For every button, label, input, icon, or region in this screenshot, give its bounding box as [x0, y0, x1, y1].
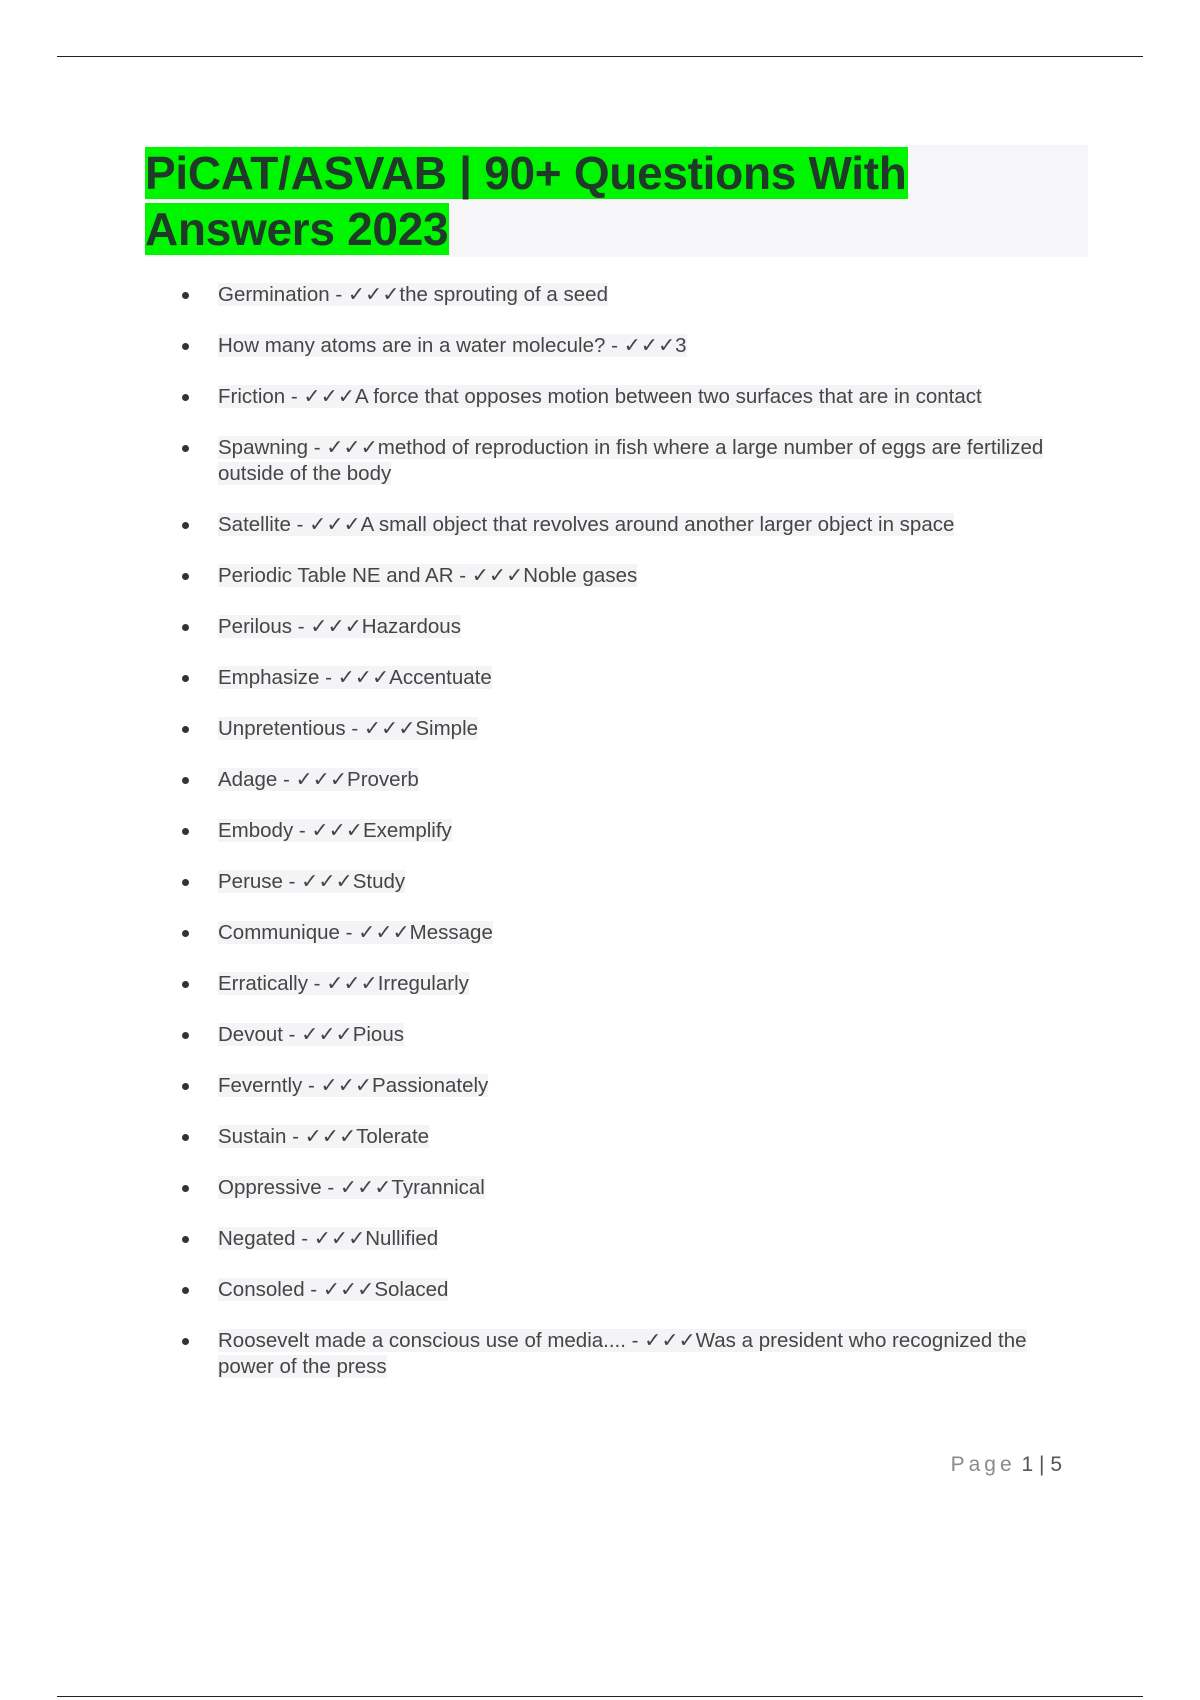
- qa-text: Adage - ✓✓✓Proverb: [218, 768, 419, 791]
- list-item: [145, 1226, 1088, 1252]
- bullet-icon: [182, 828, 189, 835]
- qa-text: Periodic Table NE and AR - ✓✓✓Noble gases: [218, 564, 638, 587]
- qa-text: Feverntly - ✓✓✓Passionately: [218, 1074, 489, 1097]
- list-item: [145, 1124, 1088, 1150]
- list-item: [145, 1022, 1088, 1048]
- list-item: [145, 1277, 1088, 1303]
- list-item: [145, 563, 1088, 589]
- bullet-icon: [182, 1287, 189, 1294]
- list-item: [145, 665, 1088, 691]
- bullet-icon: [182, 726, 189, 733]
- list-item: [145, 282, 1088, 308]
- list-item: [145, 333, 1088, 359]
- qa-text: Unpretentious - ✓✓✓Simple: [218, 717, 479, 740]
- qa-text: Satellite - ✓✓✓A small object that revolves around another larger object in space: [218, 513, 955, 536]
- title-line-1: PiCAT/ASVAB | 90+ Questions With: [145, 147, 907, 199]
- qa-text: Peruse - ✓✓✓Study: [218, 870, 406, 893]
- qa-text: Embody - ✓✓✓Exemplify: [218, 819, 452, 842]
- document-title: [145, 145, 1088, 257]
- page-number: 1: [1021, 1453, 1034, 1476]
- bullet-icon: [182, 1134, 189, 1141]
- header-rule: [57, 56, 1143, 57]
- bullet-icon: [182, 1338, 189, 1345]
- qa-text: Roosevelt made a conscious use of media.... - ✓✓✓Was a president who recognized the power of the press: [218, 1329, 1027, 1378]
- list-item: [145, 971, 1088, 997]
- list-item: [145, 614, 1088, 640]
- page-label: Page: [950, 1453, 1016, 1476]
- qa-text: Oppressive - ✓✓✓Tyrannical: [218, 1176, 485, 1199]
- list-item: [145, 818, 1088, 844]
- qa-text: Emphasize - ✓✓✓Accentuate: [218, 666, 492, 689]
- footer-rule: [57, 1696, 1143, 1697]
- bullet-icon: [182, 522, 189, 529]
- list-item: [145, 1175, 1088, 1201]
- bullet-icon: [182, 573, 189, 580]
- bullet-icon: [182, 777, 189, 784]
- title-block: [145, 145, 1088, 257]
- list-item: [145, 767, 1088, 793]
- bullet-icon: [182, 879, 189, 886]
- bullet-icon: [182, 624, 189, 631]
- list-item: [145, 920, 1088, 946]
- qa-list: [145, 282, 1088, 1405]
- page-footer: [951, 1453, 1062, 1477]
- list-item: [145, 1328, 1088, 1380]
- qa-text: Germination - ✓✓✓the sprouting of a seed: [218, 283, 608, 306]
- page-total: 5: [1050, 1453, 1062, 1476]
- bullet-icon: [182, 930, 189, 937]
- bullet-icon: [182, 1185, 189, 1192]
- qa-text: Erratically - ✓✓✓Irregularly: [218, 972, 469, 995]
- bullet-icon: [182, 1083, 189, 1090]
- bullet-icon: [182, 394, 189, 401]
- title-line-2: Answers 2023: [145, 203, 449, 255]
- qa-text: Sustain - ✓✓✓Tolerate: [218, 1125, 430, 1148]
- bullet-icon: [182, 1032, 189, 1039]
- qa-text: Perilous - ✓✓✓Hazardous: [218, 615, 461, 638]
- qa-text: Negated - ✓✓✓Nullified: [218, 1227, 439, 1250]
- bullet-icon: [182, 981, 189, 988]
- qa-text: Communique - ✓✓✓Message: [218, 921, 493, 944]
- qa-text: Devout - ✓✓✓Pious: [218, 1023, 404, 1046]
- qa-text: How many atoms are in a water molecule? - ✓✓✓3: [218, 334, 687, 357]
- list-item: [145, 1073, 1088, 1099]
- bullet-icon: [182, 1236, 189, 1243]
- page-separator: |: [1039, 1453, 1045, 1476]
- list-item: [145, 384, 1088, 410]
- bullet-icon: [182, 343, 189, 350]
- bullet-icon: [182, 675, 189, 682]
- list-item: [145, 435, 1088, 487]
- list-item: [145, 869, 1088, 895]
- list-item: [145, 512, 1088, 538]
- qa-text: Consoled - ✓✓✓Solaced: [218, 1278, 449, 1301]
- bullet-icon: [182, 445, 189, 452]
- qa-text: Friction - ✓✓✓A force that opposes motion between two surfaces that are in contact: [218, 385, 982, 408]
- qa-text: Spawning - ✓✓✓method of reproduction in fish where a large number of eggs are fertilized outside of the body: [218, 436, 1044, 485]
- list-item: [145, 716, 1088, 742]
- bullet-icon: [182, 292, 189, 299]
